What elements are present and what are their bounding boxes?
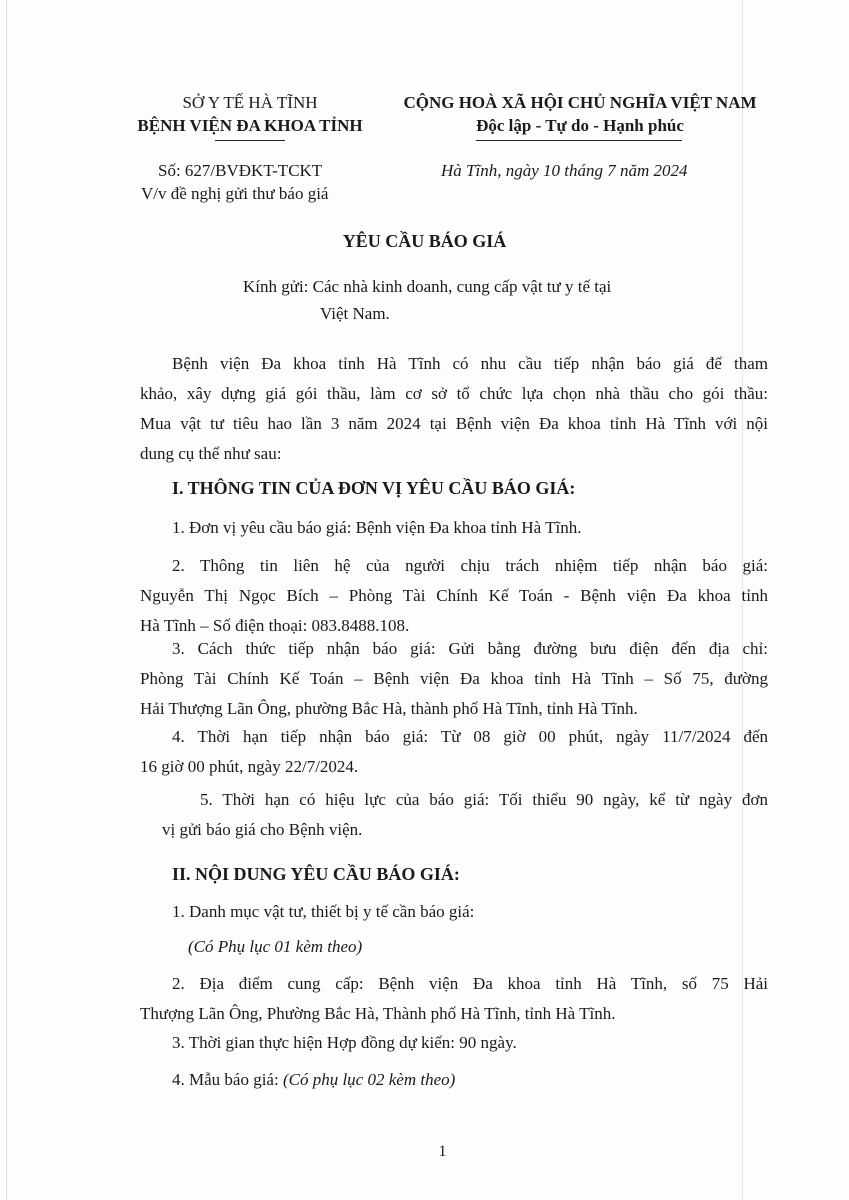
section-2-item-4-note: (Có phụ lục 02 kèm theo) <box>282 1070 456 1089</box>
section-2-item-4 <box>172 1065 455 1095</box>
item-line: 5. Thời hạn có hiệu lực của báo giá: Tối thiểu 90 ngày, kể từ ngày đơn <box>200 790 768 809</box>
place-date: Hà Tĩnh, ngày 10 tháng 7 năm 2024 <box>441 161 688 180</box>
section-1-item-2 <box>140 551 768 641</box>
section-2-heading: II. NỘI DUNG YÊU CẦU BÁO GIÁ: <box>172 864 460 884</box>
recipient-line-1: Kính gửi: Các nhà kinh doanh, cung cấp vật tư y tế tại <box>243 277 612 296</box>
item-line: 2. Địa điểm cung cấp: Bệnh viện Đa khoa tỉnh Hà Tĩnh, số 75 Hải <box>172 974 768 993</box>
section-1-heading: I. THÔNG TIN CỦA ĐƠN VỊ YÊU CẦU BÁO GIÁ: <box>172 478 576 498</box>
item-line: Nguyễn Thị Ngọc Bích – Phòng Tài Chính Kế Toán - Bệnh viện Đa khoa tỉnh <box>140 586 768 605</box>
intro-line: Mua vật tư tiêu hao lần 3 năm 2024 tại Bệnh viện Đa khoa tỉnh Hà Tĩnh với nội <box>140 414 768 433</box>
section-1-item-3 <box>140 634 768 724</box>
section-2-item-4-prefix: 4. Mẫu báo giá: <box>172 1070 283 1089</box>
item-line: Hà Tĩnh – Số điện thoại: 083.8488.108. <box>140 616 410 635</box>
motto-underline <box>476 140 682 141</box>
doc-number: Số: 627/BVĐKT-TCKT <box>158 161 323 180</box>
intro-paragraph <box>140 349 768 469</box>
section-2-item-1-note: (Có Phụ lục 01 kèm theo) <box>188 937 363 956</box>
page-number: 1 <box>438 1143 447 1160</box>
scan-edge-left <box>6 0 7 1200</box>
motto: Độc lập - Tự do - Hạnh phúc <box>476 116 684 135</box>
recipient-line-2: Việt Nam. <box>320 304 390 323</box>
item-line: Thượng Lãn Ông, Phường Bắc Hà, Thành phố Hà Tĩnh, tỉnh Hà Tĩnh. <box>140 1004 616 1023</box>
doc-subject: V/v đề nghị gửi thư báo giá <box>141 184 329 203</box>
section-1-item-5 <box>140 785 768 845</box>
section-2-item-3: 3. Thời gian thực hiện Hợp đồng dự kiến: 90 ngày. <box>172 1033 517 1052</box>
item-line: 4. Thời hạn tiếp nhận báo giá: Từ 08 giờ 00 phút, ngày 11/7/2024 đến <box>172 727 768 746</box>
item-line: 16 giờ 00 phút, ngày 22/7/2024. <box>140 757 359 776</box>
item-line: 2. Thông tin liên hệ của người chịu trách nhiệm tiếp nhận báo giá: <box>172 556 768 575</box>
section-1-item-1: 1. Đơn vị yêu cầu báo giá: Bệnh viện Đa khoa tỉnh Hà Tĩnh. <box>172 518 582 537</box>
item-line: Phòng Tài Chính Kế Toán – Bệnh viện Đa khoa tỉnh Hà Tĩnh – Số 75, đường <box>140 669 768 688</box>
section-1-item-4 <box>140 722 768 782</box>
document-title: YÊU CẦU BÁO GIÁ <box>342 231 507 251</box>
org-name: BỆNH VIỆN ĐA KHOA TỈNH <box>137 116 363 135</box>
section-2-item-2 <box>140 969 768 1029</box>
item-line: vị gửi báo giá cho Bệnh viện. <box>162 820 363 839</box>
intro-line: dung cụ thể như sau: <box>140 444 282 463</box>
intro-line: Bệnh viện Đa khoa tỉnh Hà Tĩnh có nhu cầu tiếp nhận báo giá để tham <box>172 354 768 373</box>
item-line: 3. Cách thức tiếp nhận báo giá: Gửi bằng đường bưu điện đến địa chỉ: <box>172 639 768 658</box>
country-name: CỘNG HOÀ XÃ HỘI CHỦ NGHĨA VIỆT NAM <box>403 93 757 112</box>
org-parent: SỞ Y TẾ HÀ TĨNH <box>182 93 318 112</box>
org-underline <box>215 140 285 141</box>
intro-line: khảo, xây dựng giá gói thầu, làm cơ sở tổ chức lựa chọn nhà thầu cho gói thầu: <box>140 384 768 403</box>
section-2-item-1: 1. Danh mục vật tư, thiết bị y tế cần báo giá: <box>172 902 475 921</box>
item-line: Hải Thượng Lãn Ông, phường Bắc Hà, thành phố Hà Tĩnh, tỉnh Hà Tĩnh. <box>140 699 638 718</box>
